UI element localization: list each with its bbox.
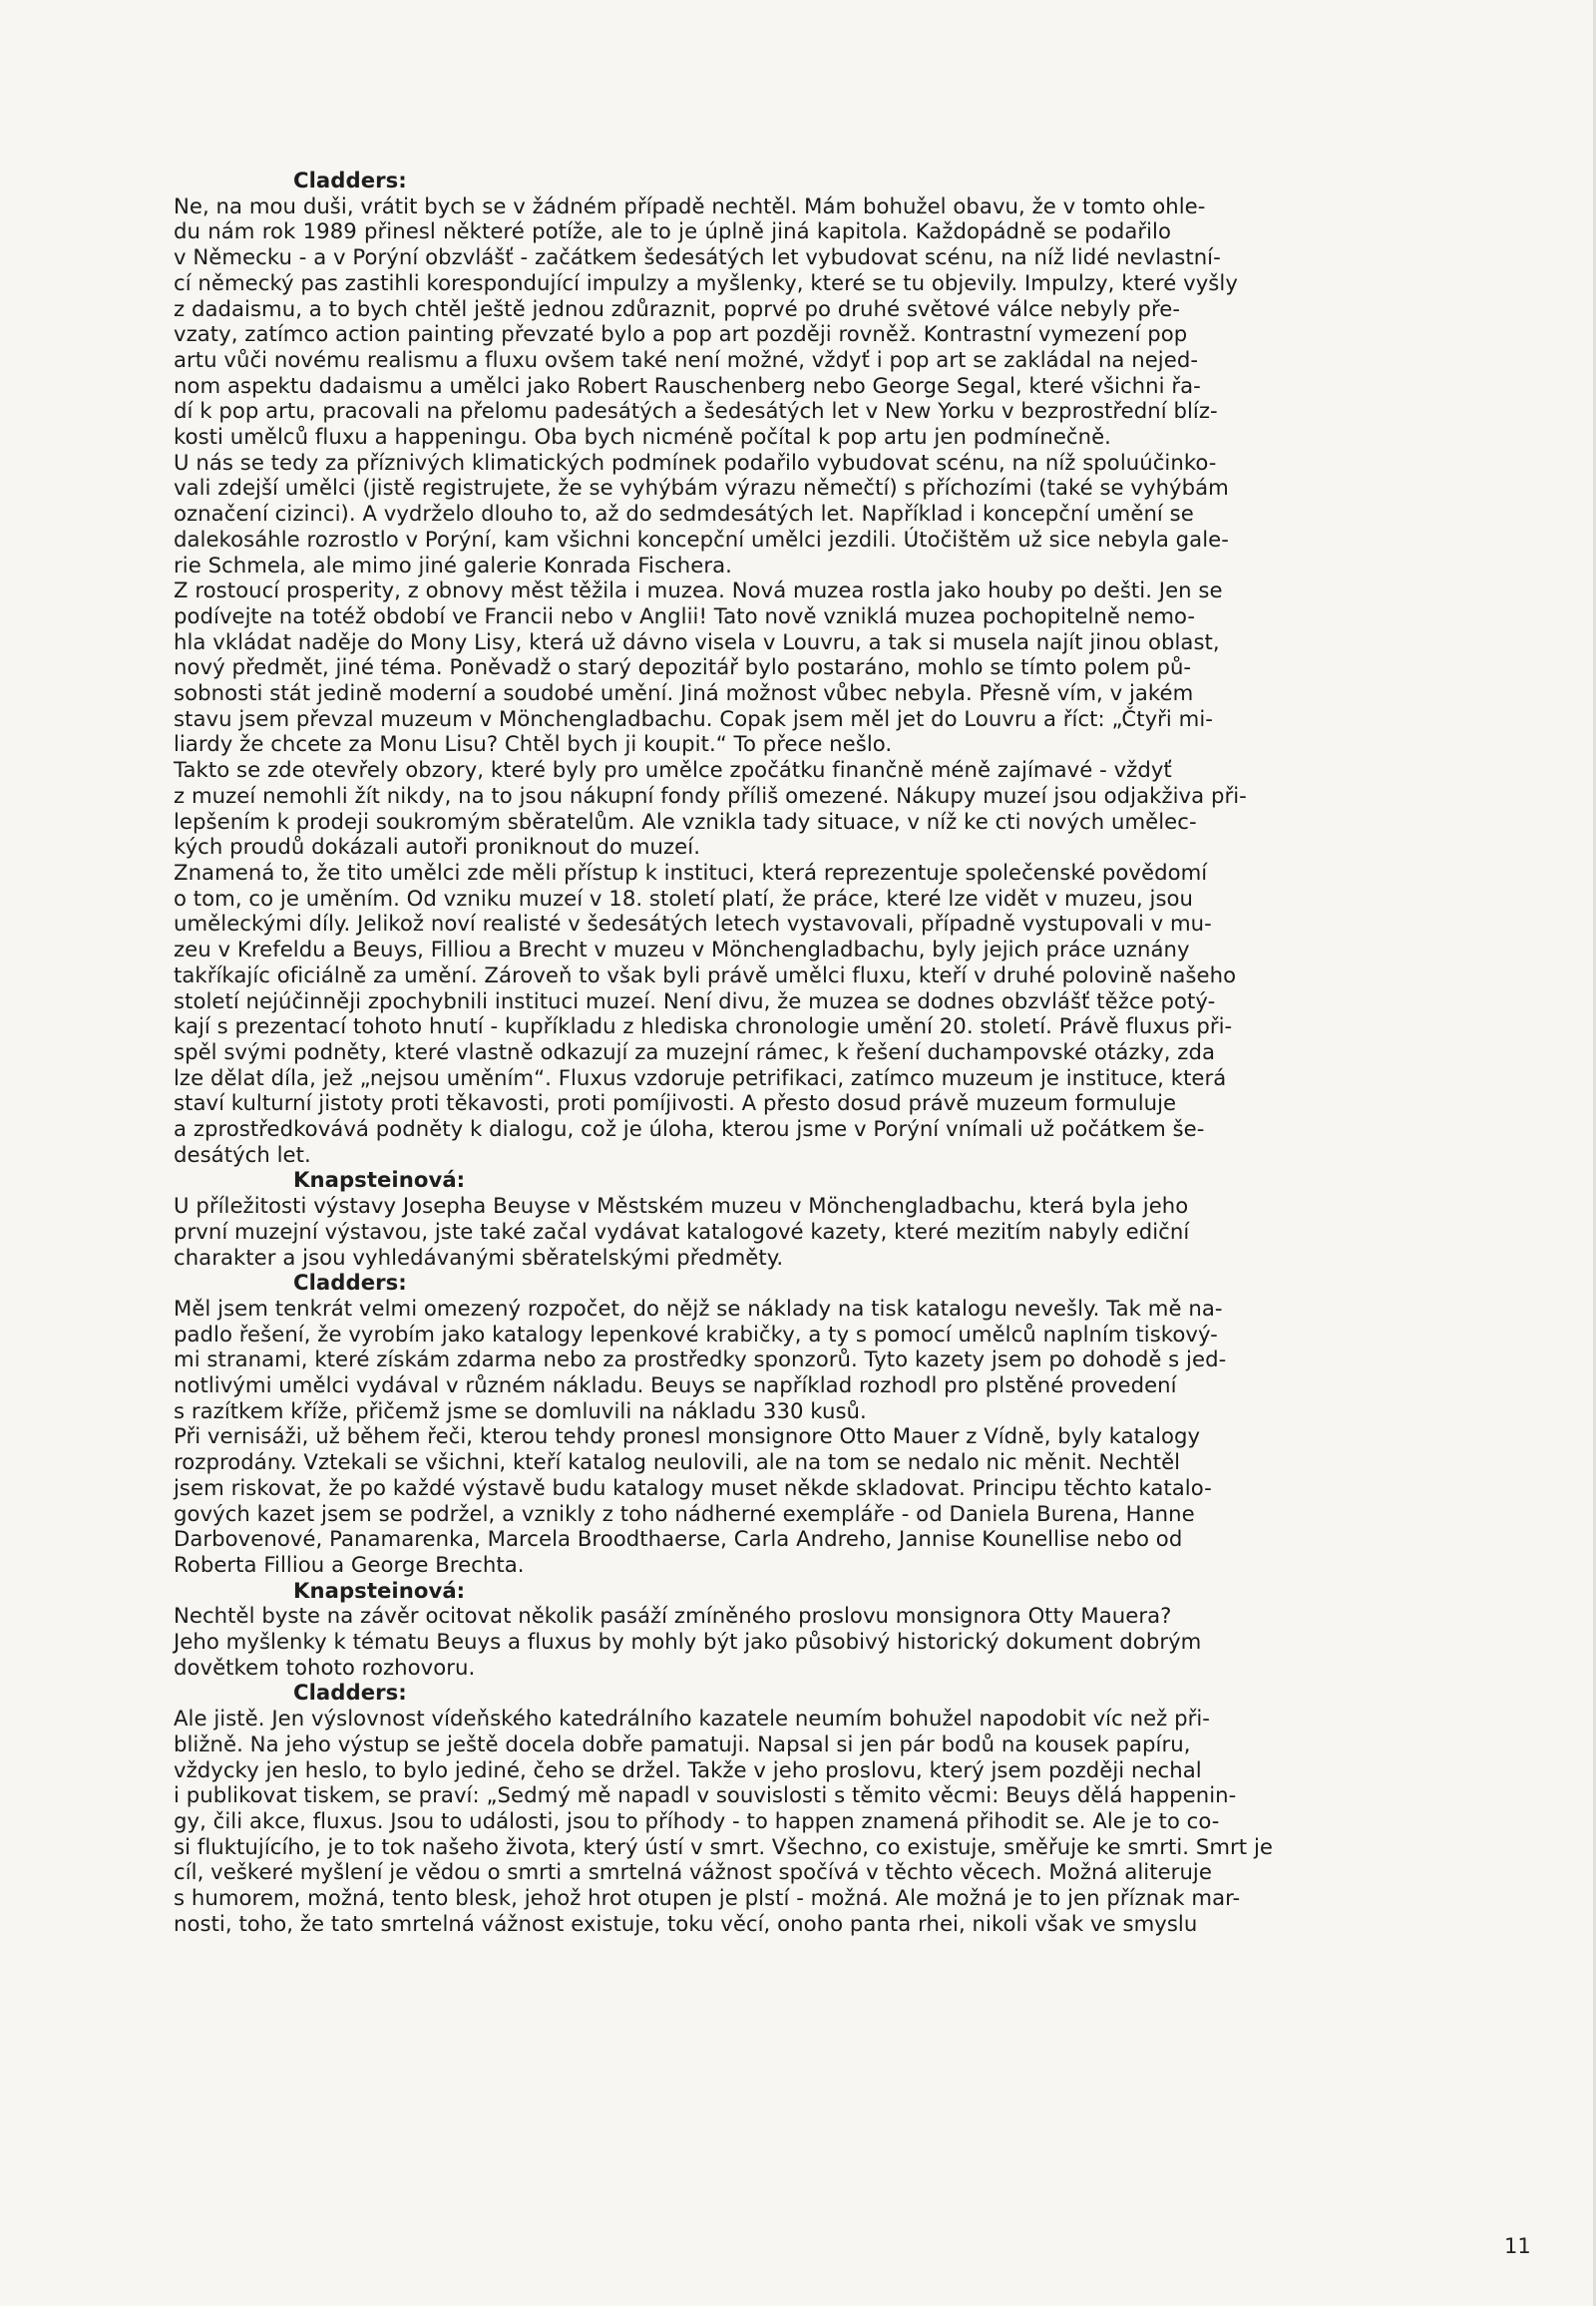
text-line: vždycky jen heslo, to bylo jediné, čeho se držel. Takže v jeho proslovu, který jsem později nechal	[174, 1756, 1202, 1782]
text-line: zeu v Krefeldu a Beuys, Filliou a Brecht v muzeu v Mönchengladbachu, byly jejich práce uznány	[174, 937, 1190, 962]
paragraph	[174, 1706, 1273, 1936]
text-line: vali zdejší umělci (jistě registrujete, že se vyhýbám výrazu němečtí) s příchozími (také se vyhýbám	[174, 475, 1229, 501]
text-line: kají s prezentací tohoto hnutí - kupříkladu z hlediska chronologie umění 20. století. Právě fluxus při-	[174, 1013, 1233, 1039]
text-line: kosti umělců fluxu a happeningu. Oba bych nicméně počítal k pop artu jen podmínečně.	[174, 424, 1111, 450]
text-line: podívejte na totéž období ve Francii nebo v Anglii! Tato nově vzniklá muzea pochopitelně nemo-	[174, 602, 1196, 628]
text-line: gových kazet jsem se podržel, a vznikly z toho nádherné exempláře - od Daniela Burena, Hanne	[174, 1500, 1195, 1526]
text-line: lepšením k prodeji soukromým sběratelům. Ale vznikla tady situace, v níž ke cti nových umělec-	[174, 808, 1197, 834]
text-line: o tom, co je uměním. Od vzniku muzeí v 18. století platí, že práce, které lze vidět v muzeu, jsou	[174, 885, 1194, 911]
text-line: mi stranami, které získám zdarma nebo za prostředky sponzorů. Tyto kazety jsem po dohodě s jed-	[174, 1346, 1227, 1372]
text-line: rozprodány. Vztekali se všichni, kteří katalog neulovili, ale na tom se nedalo nic měnit. Nechtěl	[174, 1449, 1181, 1475]
paragraph	[174, 1423, 1212, 1577]
text-line: a zprostředkovává podněty k dialogu, což je úloha, kterou jsme v Porýní vnímali už počátkem še-	[174, 1116, 1205, 1142]
text-line: nosti, toho, že tato smrtelná vážnost existuje, toku věcí, onoho panta rhei, nikoli však ve smyslu	[174, 1910, 1198, 1936]
text-line: první muzejní výstavou, jste také začal vydávat katalogové kazety, které mezitím nabyly ediční	[174, 1218, 1190, 1244]
paragraph	[174, 1295, 1227, 1424]
text-line: s humorem, možná, tento blesk, jehož hrot otupen je plstí - možná. Ale možná je to jen příznak mar-	[174, 1885, 1241, 1911]
text-line: dovětkem tohoto rozhovoru.	[174, 1654, 476, 1680]
text-line: stavu jsem převzal muzeum v Mönchengladbachu. Copak jsem měl jet do Louvru a říct: „Čtyři mi-	[174, 705, 1213, 731]
paragraph	[174, 1193, 1190, 1270]
text-line: sobnosti stát jedině moderní a soudobé umění. Jiná možnost vůbec nebyla. Přesně vím, v jakém	[174, 680, 1194, 706]
paragraph	[174, 859, 1237, 1167]
text-line: kých proudů dokázali autoři proniknout do muzeí.	[174, 834, 700, 860]
text-line: Roberta Filliou a George Brechta.	[174, 1551, 525, 1577]
text-line: staví kulturní jistoty proti těkavosti, proti pomíjivosti. A přesto dosud právě muzeum formuluje	[174, 1090, 1177, 1116]
text-line: nový předmět, jiné téma. Poněvadž o starý depozitář bylo postaráno, mohlo se tímto polem pů-	[174, 654, 1192, 680]
text-line: padlo řešení, že vyrobím jako katalogy lepenkové krabičky, a ty s pomocí umělců naplním tiskový-	[174, 1321, 1218, 1346]
text-line: rie Schmela, ale mimo jiné galerie Konrada Fischera.	[174, 552, 732, 577]
speaker-label: Cladders:	[293, 1680, 407, 1706]
text-line: jsem riskovat, že po každé výstavě budu katalogy muset někde skladovat. Principu těchto katalo-	[174, 1474, 1212, 1500]
text-line: bližně. Na jeho výstup se ještě docela dobře pamatuji. Napsal si jen pár bodů na kousek papíru,	[174, 1730, 1191, 1756]
text-line: liardy že chcete za Monu Lisu? Chtěl bych ji koupit.“ To přece nešlo.	[174, 731, 893, 757]
paragraph	[174, 577, 1223, 757]
text-line: Při vernisáži, už během řeči, kterou tehdy pronesl monsignore Otto Mauer z Vídně, byly katalogy	[174, 1423, 1201, 1449]
text-line: spěl svými podněty, které vlastně odkazují za muzejní rámec, k řešení duchampovské otázky, zda	[174, 1038, 1215, 1064]
text-line: du nám rok 1989 přinesl některé potíže, ale to je úplně jiná kapitola. Každopádně se podařilo	[174, 218, 1171, 244]
text-line: notlivými umělci vydával v různém nákladu. Beuys se například rozhodl pro plstěné provedení	[174, 1372, 1177, 1398]
text-line: U nás se tedy za příznivých klimatických podmínek podařilo vybudovat scénu, na níž spoluúčinko-	[174, 449, 1217, 475]
text-line: i publikovat tiskem, se praví: „Sedmý mě napadl v souvislosti s těmito věcmi: Beuys dělá happenin-	[174, 1782, 1237, 1808]
paragraph	[174, 757, 1247, 860]
text-line: nom aspektu dadaismu a umělci jako Robert Rauschenberg nebo George Segal, které všichni řa-	[174, 372, 1201, 398]
speaker-label: Cladders:	[293, 168, 407, 192]
text-line: Z rostoucí prosperity, z obnovy měst těžila i muzea. Nová muzea rostla jako houby po dešti. Jen se	[174, 577, 1223, 603]
text-line: desátých let.	[174, 1141, 311, 1167]
text-line: v Německu - a v Porýní obzvlášť - začátkem šedesátých let vybudovat scénu, na níž lidé nevlastní-	[174, 244, 1221, 270]
text-line: cí německý pas zastihli korespondující impulzy a myšlenky, které se tu objevily. Impulzy, které vyšly	[174, 269, 1238, 295]
text-line: Ne, na mou duši, vrátit bych se v žádném případě nechtěl. Mám bohužel obavu, že v tomto ohle-	[174, 192, 1206, 218]
text-line: U příležitosti výstavy Josepha Beuyse v Městském muzeu v Mönchengladbachu, která byla jeho	[174, 1193, 1189, 1219]
text-line: cíl, veškeré myšlení je vědou o smrti a smrtelná vážnost spočívá v těchto věcech. Možná aliteruje	[174, 1859, 1212, 1885]
page-number: 11	[1504, 2234, 1531, 2258]
text-line: Ale jistě. Jen výslovnost vídeňského katedrálního kazatele neumím bohužel napodobit víc než při-	[174, 1706, 1211, 1731]
text-line: z dadaismu, a to bych chtěl ještě jednou zdůraznit, poprvé po druhé světové válce nebyly pře-	[174, 295, 1181, 321]
text-line: Takto se zde otevřely obzory, které byly pro umělce zpočátku finančně méně zajímavé - vždyť	[174, 757, 1172, 783]
text-line: Znamená to, že tito umělci zde měli přístup k instituci, která reprezentuje společenské povědomí	[174, 859, 1208, 885]
text-line: Darbovenové, Panamarenka, Marcela Broodthaerse, Carla Andreho, Jannise Kounellise nebo od	[174, 1526, 1183, 1552]
paragraph	[174, 449, 1229, 578]
text-line: lze dělat díla, jež „nejsou uměním“. Fluxus vzdoruje petrifikaci, zatímco muzeum je instituce, která	[174, 1064, 1227, 1090]
text-line: gy, čili akce, fluxus. Jsou to události, jsou to příhody - to happen znamená přihodit se. Ale je to co-	[174, 1808, 1220, 1833]
text-line: si fluktujícího, je to tok našeho života, který ústí v smrt. Všechno, co existuje, směřuje ke smrti. Smrt je	[174, 1833, 1273, 1859]
text-line: Měl jsem tenkrát velmi omezený rozpočet, do nějž se náklady na tisk katalogu nevešly. Tak mě na-	[174, 1295, 1223, 1321]
text-line: dalekosáhle rozrostlo v Porýní, kam všichni koncepční umělci jezdili. Útočištěm už sice nebyla gale-	[174, 526, 1229, 552]
paragraph	[174, 1603, 1202, 1680]
speaker-label: Knapsteinová:	[293, 1167, 466, 1193]
text-line: z muzeí nemohli žít nikdy, na to jsou nákupní fondy příliš omezené. Nákupy muzeí jsou odjakživa při-	[174, 782, 1247, 808]
speaker-label: Cladders:	[293, 1270, 407, 1296]
text-line: takříkajíc oficiálně za umění. Zároveň to však byli právě umělci fluxu, kteří v druhé polovině našeho	[174, 961, 1237, 987]
text-line: století nejúčinněji zpochybnili instituci muzeí. Není divu, že muzea se dodnes obzvlášť těžce potý-	[174, 987, 1216, 1013]
text-line: charakter a jsou vyhledávanými sběratelskými předměty.	[174, 1244, 784, 1270]
text-line: Jeho myšlenky k tématu Beuys a fluxus by mohly být jako působivý historický dokument dobrým	[174, 1629, 1202, 1655]
text-line: s razítkem kříže, přičemž jsme se domluvili na nákladu 330 kusů.	[174, 1397, 867, 1423]
paragraph	[174, 192, 1238, 450]
interview-text	[174, 168, 1273, 1937]
text-line: vzaty, zatímco action painting převzaté bylo a pop art později rovněž. Kontrastní vymezení pop	[174, 321, 1188, 347]
speaker-label: Knapsteinová:	[293, 1577, 466, 1603]
text-line: označení cizinci). A vydrželo dlouho to, až do sedmdesátých let. Například i koncepční umění se	[174, 501, 1194, 527]
text-line: dí k pop artu, pracovali na přelomu padesátých a šedesátých let v New Yorku v bezprostřední blíz-	[174, 398, 1218, 424]
text-line: hla vkládat naděje do Mony Lisy, která už dávno visela v Louvru, a tak si musela najít jinou oblast,	[174, 628, 1220, 654]
text-line: artu vůči novému realismu a fluxu ovšem také není možné, vždyť i pop art se zakládal na nejed-	[174, 346, 1199, 372]
text-line: uměleckými díly. Jelikož noví realisté v šedesátých letech vystavovali, případně vystupovali v mu-	[174, 911, 1212, 937]
text-line: Nechtěl byste na závěr ocitovat několik pasáží zmíněného proslovu monsignora Otty Mauera?	[174, 1603, 1172, 1629]
